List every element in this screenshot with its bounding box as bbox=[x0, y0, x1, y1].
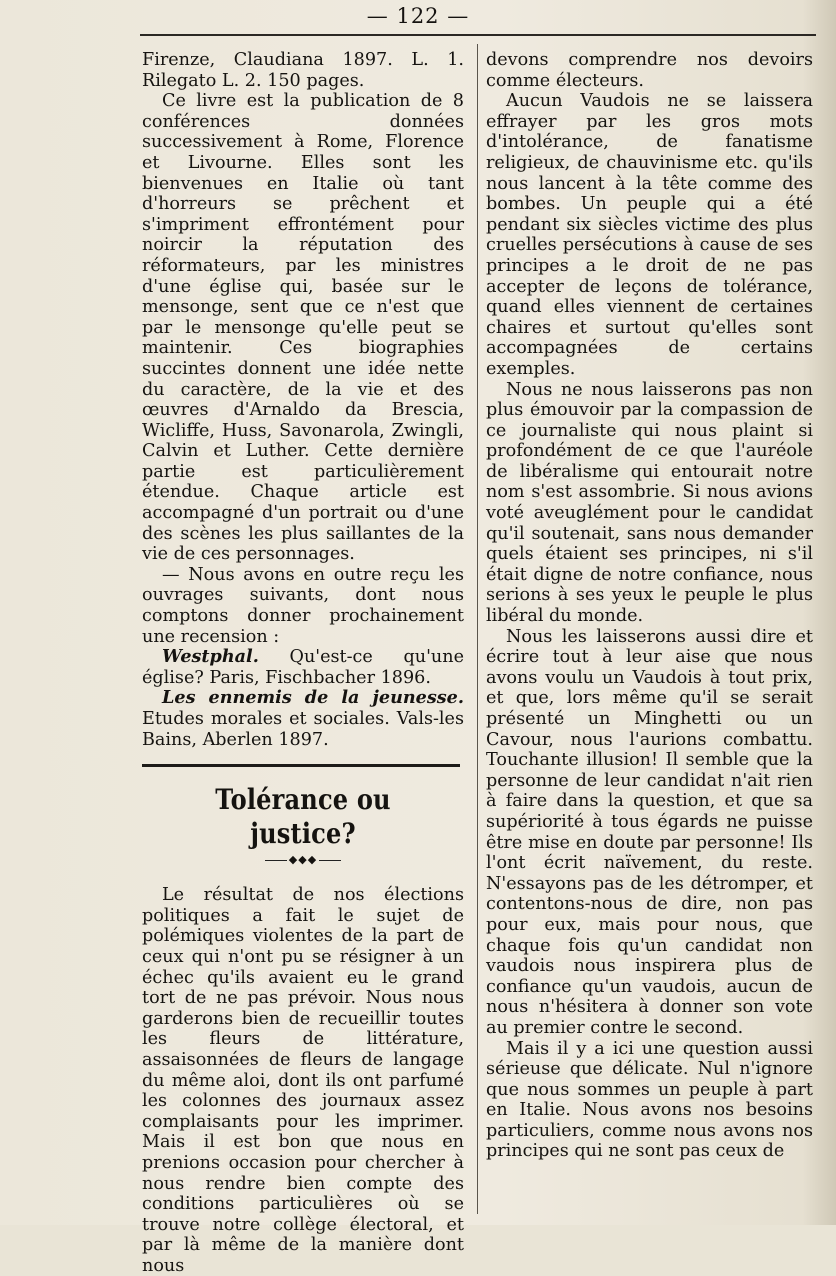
book-title: Les ennemis de la jeunesse. bbox=[162, 687, 464, 709]
section-separator bbox=[142, 764, 460, 767]
article-paragraph: Aucun Vaudois ne se laissera effrayer par les gros mots d'intolérance, de fanatisme religieux, de chauvinisme etc. qu'ils nous lancent à la tête comme des bombes. Un peuple qui a été pendant six siècles victime des plus cruelles persécutions à cause de ses principes a le droit de ne pas accepter de leçons de tolérance, quand elles viennent de certaines chaires et surtout qu'elles sont accompagnées de certains exemples. bbox=[486, 91, 813, 379]
book-citation: Firenze, Claudiana 1897. L. 1. Rilegato L. 2. 150 pages. bbox=[142, 50, 464, 91]
received-works-paragraph: — Nous avons en outre reçu les ouvrages suivants, dont nous comptons donner prochainement une recension : bbox=[142, 564, 464, 647]
book-review-paragraph: Ce livre est la publication de 8 conférences données successivement à Rome, Florence et Livourne. Elles sont les bienvenues en Italie où tant d'horreurs se prêchent et s'impriment effrontément pour noircir la réputation des réformateurs, par les ministres d'une église qui, basée sur le mensonge, sent que ce n'est que par le mensonge qu'elle peut se maintenir. Ces biographies succintes donnent une idée nette du caractère, de la vie et des œuvres d'Arnaldo da Brescia, Wicliffe, Huss, Savonarola, Zwingli, Calvin et Luther. Cette dernière partie est particulièrement étendue. Chaque article est accompagné d'un portrait ou d'une des scènes les plus saillantes de la vie de ces personnages. bbox=[142, 91, 464, 565]
left-column bbox=[142, 50, 464, 1276]
book-author: Westphal. bbox=[162, 646, 259, 668]
article-title: Tolérance ou justice? bbox=[215, 783, 391, 851]
title-ornament: ◆◆◆ bbox=[142, 853, 464, 867]
book-entry bbox=[142, 688, 464, 750]
article-paragraph: Nous ne nous laisserons pas non plus émouvoir par la compassion de ce journaliste qui nous plaint si profondément de ce que l'auréole de libéralisme qui entourait notre nom s'est assombrie. Si nous avions voté aveuglément pour le candidat qu'il soutenait, sans nous demander quels étaient ses principes, ni s'il était digne de notre confiance, nous serions à ses yeux le peuple le plus libéral du monde. bbox=[486, 379, 813, 627]
article-paragraph: Nous les laisserons aussi dire et écrire tout à leur aise que nous avons voulu un Vaudois à tout prix, et que, lors même qu'il se serait présenté un Minghetti ou un Cavour, nous l'aurions combattu. Touchante illusion! Il semble que la personne de leur candidat n'ait rien à faire dans la question, et que sa supériorité à tous égards ne puisse être mise en doute par personne! Ils l'ont écrit naïvement, du reste. N'essayons pas de les détromper, et contentons-nous de dire, non pas pour eux, mais pour nous, que chaque fois qu'un candidat non vaudois nous inspirera plus de confiance qu'un vaudois, aucun de nous n'hésitera à donner son vote au premier contre le second. bbox=[486, 626, 813, 1038]
article-paragraph: Le résultat de nos élections politiques a fait le sujet de polémiques violentes de la part de ceux qui n'ont pu se résigner à un échec qu'ils avaient eu le grand tort de ne pas prévoir. Nous nous garderons bien de recueillir toutes les fleurs de littérature, assaisonnées de fleurs de langage du même aloi, dont ils ont parfumé les colonnes des journaux assez complaisants pour les imprimer. Mais il est bon que nous en prenions occasion pour chercher à nous rendre bien compte des conditions particulières où se trouve notre collège électoral, et par là même de la manière dont nous bbox=[142, 885, 464, 1276]
article-paragraph: Mais il y a ici une question aussi sérieuse que délicate. Nul n'ignore que nous sommes un peuple à part en Italie. Nous avons nos besoins particuliers, comme nous avons nos principes qui ne sont pas ceux de bbox=[486, 1038, 813, 1162]
book-entry bbox=[142, 647, 464, 688]
column-divider bbox=[477, 44, 478, 1214]
page-number: — 122 — bbox=[366, 4, 470, 28]
book-details: Qu'est-ce qu'une église? Paris, Fischbacher 1896. bbox=[142, 647, 464, 688]
article-continuation: devons comprendre nos devoirs comme électeurs. bbox=[486, 50, 813, 91]
book-details: Etudes morales et sociales. Vals-les Bains, Aberlen 1897. bbox=[142, 709, 464, 750]
right-column bbox=[486, 50, 813, 1162]
header-rule bbox=[140, 34, 816, 36]
